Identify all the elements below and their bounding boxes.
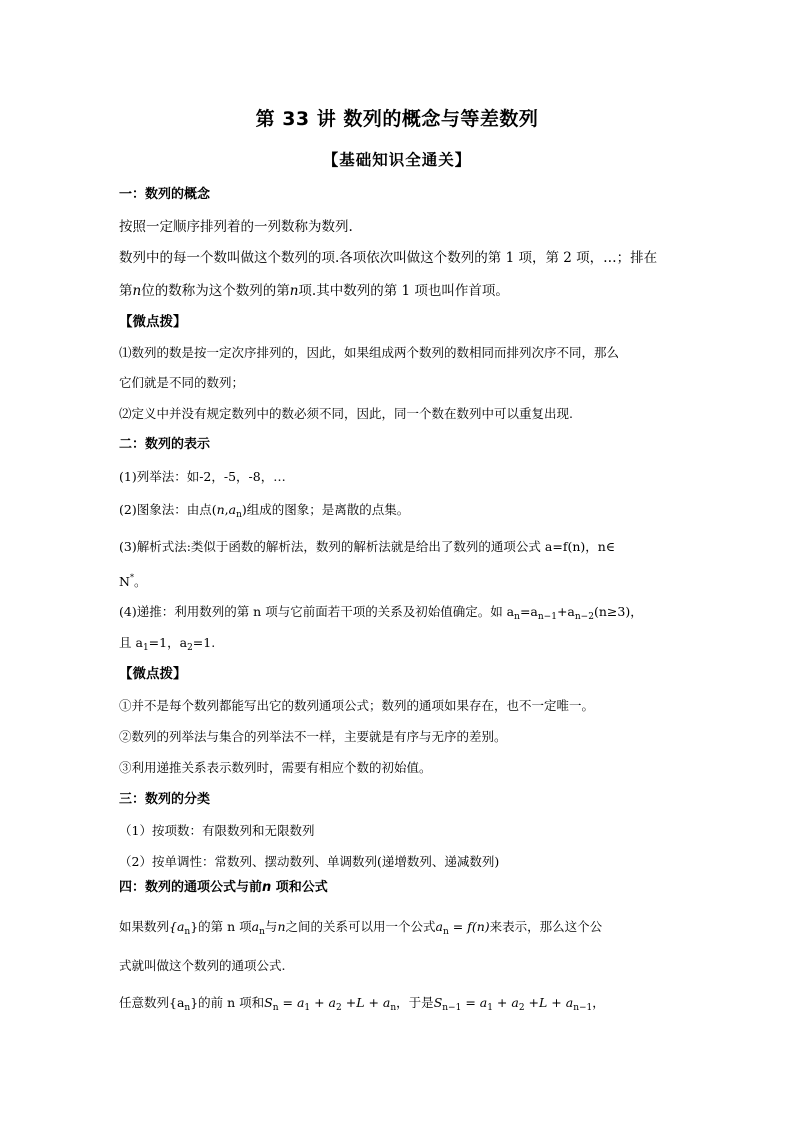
subscript: 2 [518,1003,525,1013]
text: =a [519,604,538,619]
text: (2)图象法：由点 [119,502,212,517]
text: N [119,574,130,589]
subscript: 2 [187,643,193,653]
subscript: 1 [142,643,149,653]
math: } [190,919,199,934]
paragraph: ⑴数列的数是按一定次序排列的，因此，如果组成两个数列的数相同而排列次序不同，那么 [119,345,620,360]
subscript: 1 [487,1003,493,1013]
text: 来表示，那么这个公 [489,919,603,934]
paragraph: 按照一定顺序排列着的一列数称为数列. [119,219,353,235]
list-item: （2）按单调性：常数列、摆动数列、单调数列(递增数列、递减数列) [119,854,500,869]
text: =1. [192,635,216,650]
subscript: n [184,927,191,937]
math: {a [169,919,185,934]
paragraph: 它们就是不同的数列； [119,375,245,390]
subscript: n [272,1003,279,1013]
section-heading-4 [119,879,328,897]
text: 项和公式 [271,880,328,895]
subscript: n [184,1003,191,1013]
math-var: n [262,880,272,895]
text: (n≥3)， [593,604,643,619]
tip-heading: 【微点拨】 [119,666,187,682]
text: ， [592,995,605,1010]
section-heading-2: 二：数列的表示 [119,437,211,452]
list-item [119,501,409,524]
text: }的前 n 项和 [190,995,265,1010]
math-var: S [433,995,443,1010]
math: = a [278,995,305,1010]
subscript: 2 [336,1003,342,1013]
paren: ) [241,502,247,517]
subscript: n [442,927,449,937]
math-var: n [277,919,286,934]
math: +L + a [524,995,574,1010]
paragraph [119,994,605,1017]
text: 组成的图象；是离散的点集。 [246,502,410,517]
subscript: n−2 [574,612,594,622]
math: = f(n) [448,919,490,934]
subscript: n [236,510,242,520]
paragraph: ③利用递推关系表示数列时，需要有相应个数的初始值。 [119,760,432,775]
tip-heading: 【微点拨】 [119,314,187,330]
text: +a [556,604,575,619]
subscript: n [259,927,265,937]
paragraph: 数列中的每一个数叫做这个数列的项.各项依次叫做这个数列的第 1 项，第 2 项，…；排在 [119,250,658,266]
list-item [119,569,146,591]
math-var: S [264,995,273,1010]
subscript: n−1 [442,1003,462,1013]
math-var: n [289,283,299,299]
text: 位的数称为这个数列的第 [141,283,290,299]
section-heading-1: 一：数列的概念 [119,187,211,202]
page-subtitle: 【基础知识全通关】 [322,150,472,169]
text: 。 [133,574,147,589]
text: 四：数列的通项公式与前 [119,880,263,895]
paragraph: ①并不是每个数列都能写出它的数列通项公式；数列的通项如果存在，也不一定唯一。 [119,698,595,713]
text: 且 a [119,635,143,650]
subscript: n [514,612,520,622]
list-item [119,634,215,657]
math: +L + a [341,995,391,1010]
text: 项.其中数列的第 1 项也叫作首项。 [298,283,509,299]
list-item: (3)解析式法:类似于函数的解析法，数列的解析法就是给出了数列的通项公式 a=f(n)，n∈ [119,539,616,554]
paragraph [119,918,602,941]
text: 的第 n 项 [198,919,252,934]
math-var: a [228,502,237,517]
page-title: 第 33 讲 数列的概念与等差数列 [255,108,539,130]
text: (4)递推：利用数列的第 n 项与它前面若干项的关系及初始值确定。如 a [119,604,515,619]
list-item: (1)列举法：如-2，-5，-8，… [119,469,286,484]
section-heading-3: 三：数列的分类 [119,792,211,807]
math [211,502,247,520]
subscript: n−1 [573,1003,593,1013]
superscript: * [129,573,134,582]
math: + a [310,995,337,1010]
math-var: a [435,919,443,934]
text: 与 [264,919,278,934]
math: = a [461,995,488,1010]
subscript: n [390,1003,397,1013]
paragraph: 式就叫做这个数列的通项公式. [119,958,286,973]
text: 任意数列{a [119,995,185,1010]
paragraph: ②数列的列举法与集合的列举法不一样，主要就是有序与无序的差别。 [119,729,507,744]
math: + a [492,995,519,1010]
math-var: n [216,502,225,517]
list-item [119,603,643,626]
comma: , [224,502,229,517]
text: 之间的关系可以用一个公式 [285,919,436,934]
subscript: 1 [304,1003,311,1013]
list-item: （1）按项数：有限数列和无限数列 [119,823,315,838]
text: ，于是 [396,995,434,1010]
paragraph: ⑵定义中并没有规定数列中的数必须不同，因此，同一个数在数列中可以重复出现. [119,406,573,421]
paren: ( [211,502,217,517]
text: 如果数列 [119,919,170,934]
text: 第 [119,283,133,299]
subscript: n−1 [537,612,557,622]
math-var: a [251,919,260,934]
text: =1，a [148,635,188,650]
math-var: n [132,283,142,299]
paragraph [119,282,509,300]
